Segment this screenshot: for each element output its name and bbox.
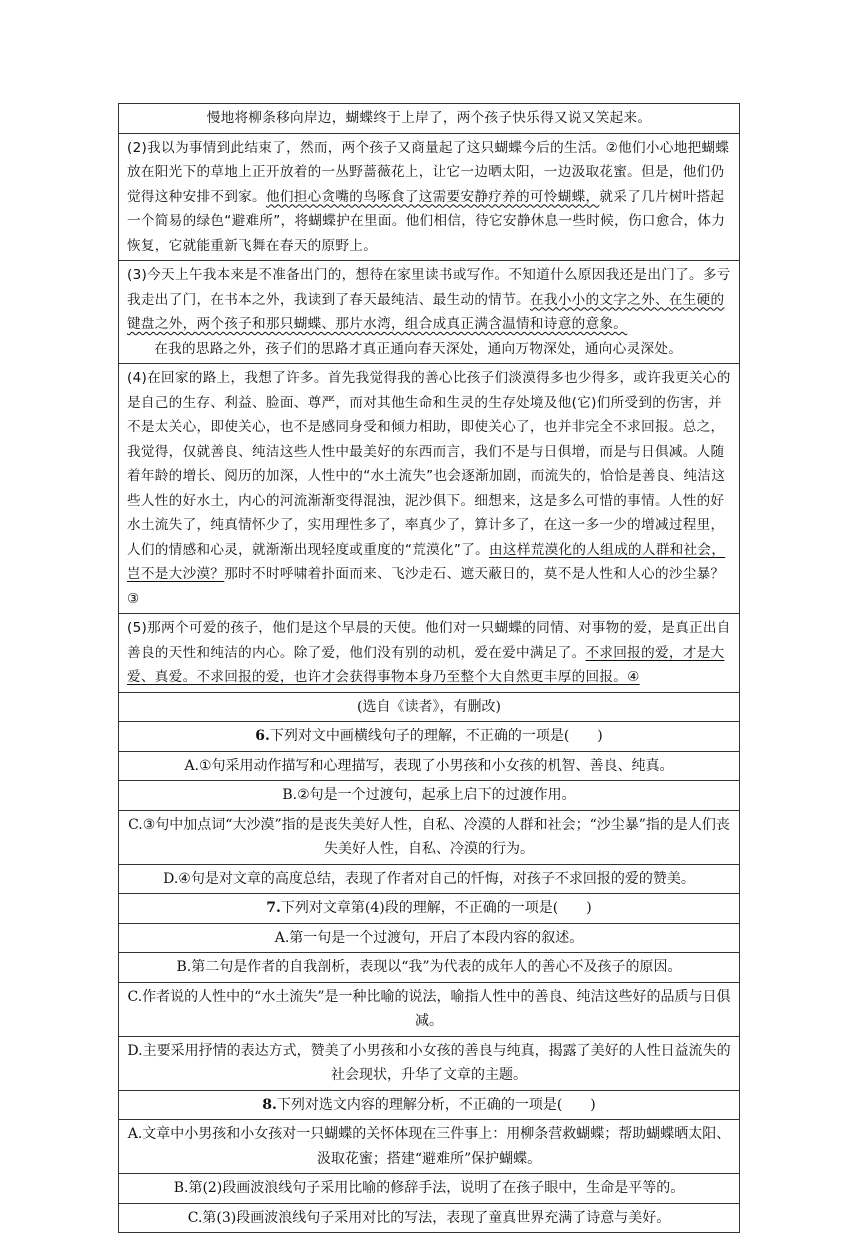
table-row bbox=[119, 261, 740, 364]
question-7-option-b: B.第二句是作者的自我剖析，表现以“我”为代表的成年人的善心不及孩子的原因。 bbox=[119, 953, 740, 983]
passage-paragraph-3 bbox=[119, 261, 740, 364]
table-row bbox=[119, 982, 740, 1036]
table-row bbox=[119, 692, 740, 722]
table-row bbox=[119, 1120, 740, 1174]
question-stem-text: 下列对选文内容的理解分析，不正确的一项是( ) bbox=[276, 1096, 596, 1113]
question-stem-text: 下列对文中画横线句子的理解，不正确的一项是( ) bbox=[269, 728, 603, 744]
question-7-option-d: D.主要采用抒情的表达方式，赞美了小男孩和小女孩的善良与纯真，揭露了美好的人性日益流失的社会现状，升华了文章的主题。 bbox=[119, 1036, 740, 1090]
question-6-option-c: C.③句中加点词“大沙漠”指的是丧失美好人性，自私、冷漠的人群和社会；“沙尘暴”指的是人们丧失美好人性，自私、冷漠的行为。 bbox=[119, 810, 740, 864]
table-row bbox=[119, 722, 740, 752]
table-row bbox=[119, 810, 740, 864]
source-note: (选自《读者》，有删改) bbox=[119, 692, 740, 722]
question-number: 7. bbox=[266, 900, 281, 916]
question-7-option-a: A.第一句是一个过渡句，开启了本段内容的叙述。 bbox=[119, 923, 740, 953]
question-6-option-b: B.②句是一个过渡句，起承上启下的过渡作用。 bbox=[119, 781, 740, 811]
table-row bbox=[119, 104, 740, 134]
question-8-option-a: A.文章中小男孩和小女孩对一只蝴蝶的关怀体现在三件事上：用柳条营救蝴蝶；帮助蝴蝶晒太阳、汲取花蜜；搭建“避难所”保护蝴蝶。 bbox=[119, 1120, 740, 1174]
question-6-stem bbox=[119, 722, 740, 752]
passage-intro-line: 慢地将柳条移向岸边，蝴蝶终于上岸了，两个孩子快乐得又说又笑起来。 bbox=[119, 104, 740, 134]
question-number: 6. bbox=[255, 728, 270, 744]
table-row bbox=[119, 864, 740, 894]
table-row bbox=[119, 923, 740, 953]
passage-paragraph-5 bbox=[119, 614, 740, 693]
p5-underlined-sentence: 不求回报的爱，才是大爱、真爱。不求回报的爱，也许才会获得事物本身乃至整个大自然更丰厚的回报。④ bbox=[127, 644, 725, 685]
p2-text-c: 就采了几片树叶搭起一个简易的绿色“避难所”，将蝴蝶护在里面。他们相信，待它安静休息一些时候，伤口愈合，体力恢复，它就能重新飞舞在春天的原野上。 bbox=[127, 188, 726, 254]
exam-sheet bbox=[118, 103, 740, 1233]
p4-text-a: (4)在回家的路上，我想了许多。首先我觉得我的善心比孩子们淡漠得多也少得多，或许我更关心的是自己的生存、利益、脸面、尊严，而对其他生命和生灵的生存处境及他(它)们所受到的伤害，并不是太关心，即使关心，也不是感同身受和倾力相助，即使关心了，也并非完全不求回报。总之，我觉得，仅就善良、纯洁这些人性中最美好的东西而言，我们不是与日俱增，而是与日俱减。人随着年龄的增长、阅历的加深，人性中的“水土流失”也会逐渐加剧，而流失的，恰恰是善良、纯洁这些人性的好水土，内心的河流渐渐变得混浊，泥沙俱下。细想来，这是多么可惜的事情。人性的好水土流失了，纯真情怀少了，实用理性多了，率真少了，算计多了，在这一多一少的增减过程里，人们的情感和心灵，就渐渐出现轻度或重度的“荒漠化”了。 bbox=[127, 370, 731, 558]
table-row bbox=[119, 1203, 740, 1233]
table-row bbox=[119, 1036, 740, 1090]
passage-paragraph-4 bbox=[119, 364, 740, 614]
table-row bbox=[119, 1090, 740, 1120]
question-8-stem bbox=[119, 1090, 740, 1120]
p2-wavy-sentence: 他们担心贪嘴的鸟啄食了这需要安静疗养的可怜蝴蝶， bbox=[265, 188, 600, 205]
question-7-stem bbox=[119, 894, 740, 924]
question-8-option-c: C.第(3)段画波浪线句子采用对比的写法，表现了童真世界充满了诗意与美好。 bbox=[119, 1203, 740, 1233]
p3-text-c: 在我的思路之外，孩子们的思路才真正通向春天深处，通向万物深处，通向心灵深处。 bbox=[154, 340, 683, 357]
table-row bbox=[119, 364, 740, 614]
p3-text-a: (3)今天上午我本来是不准备出门的，想待在家里读书或写作。不知道什么原因我还是出门了。多亏我走出了门，在书本之外，我读到了春天最纯洁、最生动的情节。 bbox=[127, 267, 731, 308]
table-row bbox=[119, 781, 740, 811]
table-row bbox=[119, 133, 740, 261]
table-row bbox=[119, 894, 740, 924]
p2-text-a: (2)我以为事情到此结束了，然而，两个孩子又商量起了这只蝴蝶今后的生活。②他们小心地把蝴蝶放在阳光下的草地上正开放着的一丛野蔷薇花上，让它一边晒太阳，一边汲取花蜜。但是，他们仍觉得这种安排不到家。 bbox=[127, 139, 730, 205]
table-row bbox=[119, 1174, 740, 1204]
table-row bbox=[119, 751, 740, 781]
question-7-option-c: C.作者说的人性中的“水土流失”是一种比喻的说法，喻指人性中的善良、纯洁这些好的品质与日俱减。 bbox=[119, 982, 740, 1036]
question-number: 8. bbox=[262, 1096, 277, 1113]
reading-table bbox=[118, 103, 740, 1233]
question-6-option-d: D.④句是对文章的高度总结，表现了作者对自己的忏悔，对孩子不求回报的爱的赞美。 bbox=[119, 864, 740, 894]
p5-text-a: (5)那两个可爱的孩子，他们是这个早晨的天使。他们对一只蝴蝶的同情、对事物的爱，是真正出自善良的天性和纯洁的内心。除了爱，他们没有别的动机，爱在爱中满足了。 bbox=[127, 620, 731, 661]
p4-text-c: 那时不时呼啸着扑面而来、飞沙走石、遮天蔽日的，莫不是人性和人心的沙尘暴？③ bbox=[127, 566, 725, 607]
question-8-option-b: B.第(2)段画波浪线句子采用比喻的修辞手法，说明了在孩子眼中，生命是平等的。 bbox=[119, 1174, 740, 1204]
passage-paragraph-2 bbox=[119, 133, 740, 261]
question-6-option-a: A.①句采用动作描写和心理描写，表现了小男孩和小女孩的机智、善良、纯真。 bbox=[119, 751, 740, 781]
table-row bbox=[119, 614, 740, 693]
p4-underlined-sentence: 由这样荒漠化的人组成的人群和社会，岂不是大沙漠？ bbox=[127, 541, 726, 582]
p3-wavy-sentence: 在我小小的文字之外、在生硬的键盘之外，两个孩子和那只蝴蝶、那片水湾，组合成真正满含温情和诗意的意象。 bbox=[127, 291, 725, 332]
table-row bbox=[119, 953, 740, 983]
question-stem-text: 下列对文章第(4)段的理解，不正确的一项是( ) bbox=[280, 900, 592, 916]
